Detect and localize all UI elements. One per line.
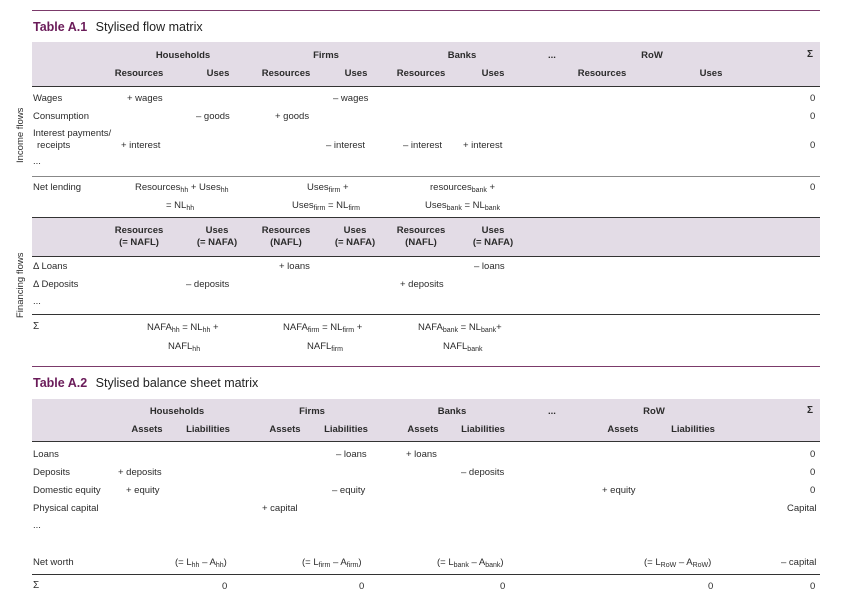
cell-netlending-hh-line1: Resources$_{hh}$ + Uses$_{hh}$ [135,182,229,194]
fin-head-hh-uses-2: (= NAFA) [196,237,238,248]
a2-row-label-sigma: Σ [33,580,40,591]
cell-interest-bank-resources: – interest [403,140,443,151]
row-label-interest-line1: Interest payments/ [33,128,112,139]
a2-cell-loans-sum: 0 [810,449,816,460]
a2-row-label-loans: Loans [33,449,59,460]
fin-head-firm-uses-2: (= NAFA) [334,237,376,248]
cell-wages-firm-uses: – wages [333,93,369,104]
cell-consumption-hh-uses: – goods [196,111,230,122]
a2-sector-firms: Firms [299,406,325,417]
table-a1-netlending-rule [32,176,820,177]
table-a2-header-rule [32,441,820,442]
subhead-bank-resources: Resources [396,68,446,79]
a2-row-label-deposits: Deposits [33,467,70,478]
subhead-hh-uses: Uses [206,68,230,79]
fin-head-hh-res-1: Resources [114,225,164,236]
cell-wages-hh-resources: + wages [127,93,163,104]
subhead-bank-uses: Uses [481,68,505,79]
a2-subhead-hh-liabilities: Liabilities [186,424,230,435]
cell-consumption-sum: 0 [810,111,816,122]
sector-sum: Σ [806,49,813,60]
sector-banks: Banks [447,50,477,61]
row-label-consumption: Consumption [33,111,89,122]
a2-cell-loans-firm-liabilities: – loans [336,449,367,460]
a2-subhead-row-assets: Assets [607,424,639,435]
fin-head-hh-res-2: (= NAFL) [119,237,159,248]
a2-sector-sum: Σ [806,405,813,416]
subhead-row-resources: Resources [577,68,627,79]
row-label-wages: Wages [33,93,63,104]
a2-subhead-row-liabilities: Liabilities [671,424,715,435]
a2-cell-deposits-sum: 0 [810,467,816,478]
table-a2-title [33,374,258,392]
a2-subhead-firm-liabilities: Liabilities [324,424,368,435]
fin-head-bank-res-1: Resources [396,225,446,236]
a2-cell-loans-bank-assets: + loans [406,449,437,460]
table-a2-title-text: Stylised balance sheet matrix [95,376,259,390]
sector-firms: Firms [313,50,339,61]
row-label-delta-loans: Δ Loans [33,261,68,272]
cell-sigma-hh-line1: $NAFA_{hh} = NL_{hh}$ + [147,322,219,334]
subhead-firm-uses: Uses [344,68,368,79]
cell-wages-sum: 0 [810,93,816,104]
row-label-interest-line2: receipts [37,140,71,151]
a2-row-label-capital: Physical capital [33,503,99,514]
cell-loans-firm-resources: + loans [279,261,310,272]
cell-consumption-firm-resources: + goods [275,111,310,122]
a2-sector-ellipsis: ... [548,406,556,417]
cell-loans-bank-uses: – loans [474,261,505,272]
fin-head-bank-uses-1: Uses [481,225,505,236]
a2-cell-sigma-sum: 0 [810,581,816,592]
a2-cell-networth-firm: (= $L_{firm} - A_{firm}$) [302,557,362,569]
row-ellipsis-financing: ... [33,296,41,307]
a2-row-label-net-worth: Net worth [33,557,74,568]
income-flows-label: Income flows [15,107,26,163]
table-a1-title-text: Stylised flow matrix [95,20,203,34]
a2-row-label-equity: Domestic equity [33,485,101,496]
a2-cell-networth-hh: (= $L_{hh} - A_{hh}$) [175,557,227,569]
a2-cell-capital-sum: Capital [787,503,817,514]
a2-subhead-hh-assets: Assets [131,424,163,435]
a2-cell-deposits-bank-liabilities: – deposits [461,467,505,478]
row-label-delta-deposits: Δ Deposits [33,279,79,290]
table-a1-title [33,18,203,36]
a2-cell-equity-hh-assets: + equity [126,485,160,496]
cell-sigma-firm-line1: $NAFA_{firm} = NL_{firm}$ + [283,322,363,334]
a2-subhead-firm-assets: Assets [269,424,301,435]
a2-cell-networth-bank: (= $L_{bank} - A_{bank}$) [437,557,504,569]
table-a2-number: Table A.2 [33,376,88,390]
cell-deposits-bank-resources: + deposits [400,279,444,290]
row-label-net-lending: Net lending [33,182,82,193]
table-a2-top-rule [32,366,820,367]
subhead-firm-resources: Resources [261,68,311,79]
fin-head-bank-res-2: (NAFL) [405,237,437,248]
cell-netlending-firm-line2: Uses$_{firm}$ = $NL_{firm}$ [292,200,360,212]
sector-row: RoW [641,50,663,61]
a2-sector-banks: Banks [437,406,467,417]
table-a1-sigma-rule [32,314,820,315]
fin-head-bank-uses-2: (= NAFA) [472,237,514,248]
a2-subhead-bank-assets: Assets [407,424,439,435]
cell-netlending-sum: 0 [810,182,816,193]
fin-head-firm-res-1: Resources [261,225,311,236]
table-a2-sigma-rule [32,574,820,575]
sector-households: Households [155,50,211,61]
a2-cell-equity-sum: 0 [810,485,816,496]
cell-netlending-firm-line1: Uses$_{firm}$ + [307,182,349,194]
a2-cell-capital-firm-assets: + capital [262,503,298,514]
a2-cell-networth-row: (= $L_{RoW} - A_{RoW}$) [644,557,712,569]
a2-cell-sigma-bank: 0 [500,581,506,592]
a2-cell-sigma-row: 0 [708,581,714,592]
cell-sigma-bank-line1: $NAFA_{bank} = NL_{bank}+$ [418,322,502,334]
row-label-sigma-a1: Σ [33,321,40,332]
cell-netlending-bank-line2: Uses$_{bank}$ = $NL_{bank}$ [425,200,501,212]
a2-cell-networth-sum: – capital [781,557,817,568]
a2-subhead-bank-liabilities: Liabilities [461,424,505,435]
table-a1-number: Table A.1 [33,20,88,34]
a2-cell-equity-row-assets: + equity [602,485,636,496]
cell-interest-sum: 0 [810,140,816,151]
row-ellipsis-income: ... [33,156,41,167]
cell-interest-bank-uses: + interest [463,140,503,151]
table-a1-financing-bottom-rule [32,256,820,257]
fin-head-firm-res-2: (NAFL) [270,237,302,248]
subhead-hh-resources: Resources [114,68,164,79]
table-a1-header-band [32,42,820,86]
a2-cell-sigma-firm: 0 [359,581,365,592]
a2-cell-equity-firm-liabilities: – equity [332,485,366,496]
financing-flows-label: Financing flows [15,252,26,318]
a2-sector-households: Households [149,406,205,417]
cell-netlending-bank-line1: resources$_{bank}$ + [430,182,496,194]
cell-netlending-hh-line2: = $NL_{hh}$ [166,200,195,212]
subhead-row-uses: Uses [699,68,723,79]
fin-head-hh-uses-1: Uses [205,225,229,236]
a2-cell-sigma-hh: 0 [222,581,228,592]
sector-ellipsis: ... [548,50,556,61]
cell-sigma-firm-line2: $NAFL_{firm}$ [307,341,343,353]
cell-interest-hh-resources: + interest [121,140,161,151]
a2-sector-row: RoW [643,406,665,417]
table-a1-header-rule [32,86,820,87]
table-a1-top-rule [32,10,820,11]
a2-cell-deposits-hh-assets: + deposits [118,467,162,478]
a2-row-ellipsis: ... [33,520,41,531]
cell-interest-firm-uses: – interest [326,140,366,151]
fin-head-firm-uses-1: Uses [343,225,367,236]
cell-sigma-bank-line2: $NAFL_{bank}$ [443,341,483,353]
cell-deposits-hh-uses: – deposits [186,279,230,290]
cell-sigma-hh-line2: $NAFL_{hh}$ [168,341,201,353]
